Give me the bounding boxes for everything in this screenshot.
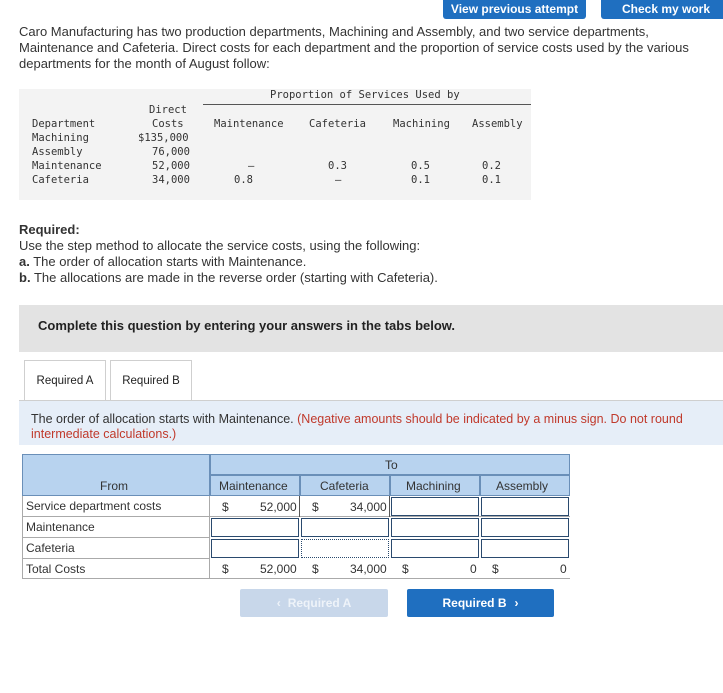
prev-button-label: Required A [287, 596, 352, 610]
costs-header: Costs [152, 118, 184, 130]
input-cafeteria-assembly[interactable] [481, 539, 569, 558]
input-maintenance-machining[interactable] [391, 518, 479, 537]
instruction-bar [19, 305, 723, 352]
input-service-assembly[interactable] [481, 497, 569, 516]
service-maintenance-currency: $ [222, 500, 229, 514]
total-machining-value: 0 [470, 562, 477, 576]
input-maintenance-maintenance[interactable] [211, 518, 299, 537]
row-maintenance-machining: 0.5 [411, 160, 430, 172]
input-service-machining[interactable] [391, 497, 479, 516]
total-maintenance-currency: $ [222, 562, 229, 576]
col-maintenance-label: Maintenance [219, 479, 288, 493]
machining-header: Machining [393, 118, 450, 130]
proportion-group-header: Proportion of Services Used by [270, 89, 460, 101]
col-assembly-label: Assembly [496, 479, 549, 493]
total-assembly-value: 0 [560, 562, 567, 576]
row-maintenance-assembly: 0.2 [482, 160, 501, 172]
row-label-cafeteria: Cafeteria [22, 538, 210, 559]
row-maintenance-maintenance: — [248, 160, 255, 172]
row-cafeteria-cafeteria: — [335, 174, 342, 186]
direct-header: Direct [149, 104, 187, 116]
problem-intro: Caro Manufacturing has two production departments, Machining and Assembly, and two service departments, Maintenance and Cafeteria. Direct costs for each department and the proportion of service costs used by the various departments for the month of August follow: [19, 24, 689, 71]
divider [299, 496, 300, 517]
col-machining-label: Machining [406, 479, 461, 493]
check-my-work-button[interactable]: Check my work [601, 0, 723, 19]
tab-panel-instructions [19, 400, 723, 445]
col-cafeteria-label: Cafeteria [320, 479, 369, 493]
required-b-label: b. [19, 270, 31, 285]
input-cafeteria-cafeteria[interactable] [301, 539, 389, 558]
total-maintenance-value: 52,000 [260, 562, 297, 576]
row-machining-costs: $135,000 [138, 132, 189, 144]
tab-instruction-note: (Negative amounts should be indicated by a minus sign. Do not round intermediate calculations.) [31, 412, 683, 441]
next-button-label: Required B [442, 596, 507, 610]
service-maintenance-value: 52,000 [260, 500, 297, 514]
next-required-b-button[interactable] [407, 589, 554, 617]
cafeteria-header: Cafeteria [309, 118, 366, 130]
row-cafeteria-department: Cafeteria [32, 174, 89, 186]
divider [389, 496, 390, 517]
row-maintenance-cafeteria: 0.3 [328, 160, 347, 172]
total-cafeteria-currency: $ [312, 562, 319, 576]
input-cafeteria-maintenance[interactable] [211, 539, 299, 558]
required-a-label: a. [19, 254, 30, 269]
input-cafeteria-machining[interactable] [391, 539, 479, 558]
row-label-maintenance: Maintenance [22, 517, 210, 538]
cost-data-table [19, 89, 531, 200]
tab-instruction-main: The order of allocation starts with Maintenance. [31, 412, 294, 426]
total-assembly-currency: $ [492, 562, 499, 576]
group-header-rule [203, 104, 531, 105]
tab-required-b[interactable] [110, 360, 192, 401]
total-machining-currency: $ [402, 562, 409, 576]
instruction-text: Complete this question by entering your answers in the tabs below. [38, 318, 456, 333]
input-maintenance-cafeteria[interactable] [301, 518, 389, 537]
input-maintenance-assembly[interactable] [481, 518, 569, 537]
department-header: Department [32, 118, 96, 130]
row-assembly-department: Assembly [32, 146, 83, 158]
row-cafeteria-machining: 0.1 [411, 174, 430, 186]
row-label-total-costs: Total Costs [22, 559, 210, 579]
required-section [19, 222, 438, 286]
view-previous-attempt-button[interactable]: View previous attempt [443, 0, 586, 19]
prev-required-a-button[interactable] [240, 589, 388, 617]
total-cafeteria-value: 34,000 [350, 562, 387, 576]
row-machining-department: Machining [32, 132, 89, 144]
service-cafeteria-currency: $ [312, 500, 319, 514]
required-text: Use the step method to allocate the service costs, using the following: [19, 238, 421, 253]
chevron-left-icon: ‹ [276, 596, 281, 610]
assembly-header: Assembly [472, 118, 523, 130]
from-label: From [100, 479, 128, 493]
tab-required-b-label: Required B [122, 375, 180, 387]
tab-required-a[interactable] [24, 360, 106, 401]
row-label-service-costs: Service department costs [22, 496, 210, 517]
to-label: To [385, 458, 398, 472]
maintenance-header: Maintenance [214, 118, 284, 130]
allocation-table [22, 454, 570, 579]
required-b-text: The allocations are made in the reverse order (starting with Cafeteria). [33, 270, 438, 285]
required-heading: Required: [19, 222, 80, 237]
row-maintenance-department: Maintenance [32, 160, 102, 172]
service-cafeteria-value: 34,000 [350, 500, 387, 514]
row-cafeteria-maintenance: 0.8 [234, 174, 253, 186]
row-cafeteria-assembly: 0.1 [482, 174, 501, 186]
tab-required-a-label: Required A [36, 375, 94, 387]
row-assembly-costs: 76,000 [152, 146, 190, 158]
required-a-text: The order of allocation starts with Maintenance. [33, 254, 307, 269]
row-cafeteria-costs: 34,000 [152, 174, 190, 186]
chevron-right-icon: › [514, 596, 519, 610]
row-maintenance-costs: 52,000 [152, 160, 190, 172]
